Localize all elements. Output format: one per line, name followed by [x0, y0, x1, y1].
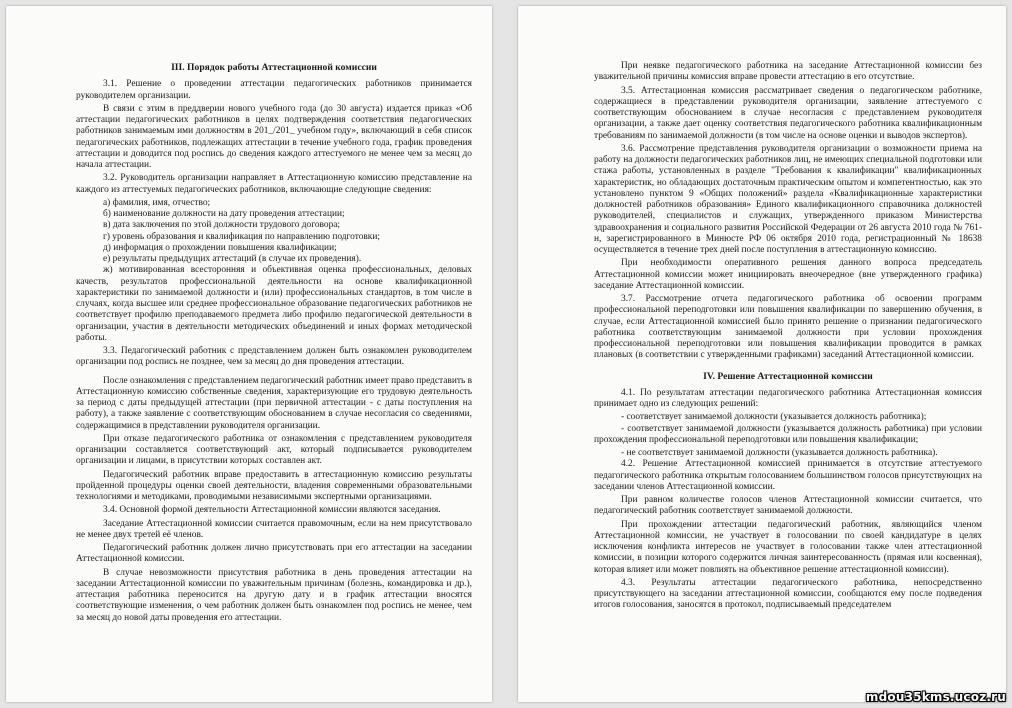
- section-heading-iii: III. Порядок работы Аттестационной комиссии: [171, 62, 377, 73]
- list-item-zh: ж) мотивированная всесторонняя и объективная оценка профессиональных, деловых качеств, результатов профессиональной деятельности на основе квалификационной характеристики по занимаемой должности и (или) профессиональных стандартов, в том числе в случаях, когда высшее или среднее профессиональное образование педагогических работников не соответствует профилю преподаваемого предмета либо профилю педагогической деятельности в организации, участия в деятельности методических объединений и иных формах методической работы.: [76, 265, 472, 343]
- paragraph-equal-votes: При равном количестве голосов членов Аттестационной комиссии считается, что педагогический работник соответствует занимаемой должности.: [594, 495, 982, 517]
- right-page-content: [594, 61, 982, 614]
- paragraph-extraordinary-meeting: При необходимости оперативного решения данного вопроса председатель Аттестационной комиссии может инициировать внеочередное (вне утвержденного графика) заседание Аттестационной комиссии.: [594, 258, 982, 291]
- paragraph-member-conflict: При прохождении аттестации педагогический работник, являющийся членом Аттестационной комиссии, не участвует в голосовании по своей кандидатуре в целях исключения конфликта интересов не участвует в голосовании также член аттестационной комиссии, в позиции которого содержится личная заинтересованность (прямая или косвенная), которая влияет или может повлиять на объективное решение аттестационной комиссии).: [594, 519, 982, 575]
- section-heading-iv: IV. Решение Аттестационной комиссии: [703, 370, 873, 382]
- list-item-b: б) наименование должности на дату проведения аттестации;: [103, 209, 345, 219]
- list-item-e: е) результаты предыдущих аттестаций (в случае их проведения).: [103, 254, 362, 264]
- paragraph-attendance: Педагогический работник должен лично присутствовать при его аттестации на заседании Аттестационной комиссии.: [76, 543, 472, 565]
- list-item-g: г) уровень образования и квалификация по направлению подготовки;: [103, 231, 380, 242]
- paragraph-results-submission: Педагогический работник вправе предоставить в аттестационную комиссию результаты пройденной процедуры оценки своей деятельности, владения современными образовательными технологиями и методиками, проводимыми независимыми экспертными организациями.: [76, 469, 472, 502]
- decision-option-1: - соответствует занимаемой должности (указывается должность работника);: [621, 412, 927, 423]
- paragraph-postponement: В случае невозможности присутствия работника в день проведения аттестации на заседании Аттестационной комиссии по уважительным причинам (болезнь, командировка и др.), аттестация работника переносится на другую дату и в график аттестации вносятся соответствующие изменения, о чем работник должен быть ознакомлен под роспись не менее, чем за месяц до новой даты проведения его аттестации.: [76, 567, 472, 623]
- paragraph-3-5: 3.5. Аттестационная комиссия рассматривает сведения о педагогическом работнике, содержащиеся в представлении руководителя организации, заявление аттестуемого с соответствующим обоснованием в случае несогласия с представлением руководителя организации, а также дает оценку соответствия педагогического работника квалификационным требованиям по занимаемой должности (в том числе на основе оценки и выводов экспертов).: [594, 85, 982, 141]
- list-item-v: в) дата заключения по этой должности трудового договора;: [103, 220, 341, 231]
- paragraph-4-1: 4.1. По результатам аттестации педагогического работника Аттестационная комиссия принимает одно из следующих решений:: [594, 387, 982, 409]
- paragraph-3-4: 3.4. Основной формой деятельности Аттестационной комиссии являются заседания.: [103, 505, 441, 516]
- paragraph-order-notice: В связи с этим в преддверии нового учебного года (до 30 августа) издается приказ «Об аттестации педагогических работников в целях подтверждения соответствия педагогических работников занимаемым ими должностям в 201_/201_ учебном году», включающий в себя список педагогических работников, подлежащих аттестации в течение учебного года, график проведения аттестации и доводится под роспись до сведения каждого аттестуемого не менее чем за месяц до начала аттестации.: [76, 103, 472, 170]
- site-watermark: mdou35kms.ucoz.ru: [865, 690, 1006, 704]
- left-document-page: [6, 6, 492, 702]
- paragraph-4-2: 4.2. Решение Аттестационной комиссией принимается в отсутствие аттестуемого педагогического работника открытым голосованием большинством голосов присутствующих на заседании членов Аттестационной комиссии.: [594, 459, 982, 492]
- paragraph-3-3: 3.3. Педагогический работник с представлением должен быть ознакомлен руководителем организации под роспись не позднее, чем за месяц до дня проведения аттестации.: [76, 346, 472, 368]
- decision-option-2: - соответствует занимаемой должности (указывается должность работника) при условии прохождения профессиональной переподготовки или повышения квалификации;: [594, 423, 982, 445]
- paragraph-3-7: 3.7. Рассмотрение отчета педагогического работника об освоении программ профессиональной переподготовки или повышения квалификации по завершению обучения, в случае, если Аттестационной комиссией было принято решение о признании педагогического работника соответствующим занимаемой должности при условии прохождения профессиональной переподготовки или повышения квалификации проводится в рамках плановых (в соответствии с утвержденными графиками) заседаний Аттестационной комиссии.: [594, 294, 982, 361]
- paragraph-3-1: 3.1. Решение о проведении аттестации педагогических работников принимается руководителем организации.: [76, 79, 472, 101]
- paragraph-after-familiarization: После ознакомления с представлением педагогический работник имеет право представить в Аттестационную комиссию собственные сведения, характеризующие его трудовую деятельность за период с даты предыдущей аттестации (при первичной аттестации - с даты поступления на работу), а также заявление с соответствующим обоснованием в случае несогласия со сведениями, содержащимися в представлении руководителя организации.: [76, 375, 472, 431]
- paragraph-4-3: 4.3. Результаты аттестации педагогического работника, непосредственно присутствующего на заседании аттестационной комиссии, сообщаются ему после подведения итогов голосования, заносятся в протокол, подписываемый председателем: [594, 577, 982, 611]
- paragraph-3-6: 3.6. Рассмотрение представления руководителя организации о возможности приема на работу на должности педагогических работников лиц, не имеющих специальной подготовки или стажа работы, установленных в разделе "Требования к квалификации" квалификационных характеристик, но обладающих достаточным практическим опытом и компетентностью, как это установлено пунктом 9 «Общих положений» раздела «Квалификационные характеристики должностей работников образования» Единого квалификационного справочника должностей руководителей, специалистов и служащих, утвержденного приказом Министерства здравоохранения и социального развития Российской Федерации от 26 августа 2010 года № 761-н, зарегистрированного в Минюсте РФ 06 октября 2010 года, регистрационный № 18638 осуществляется в течение трех дней после поступления в аттестационную комиссию.: [594, 143, 982, 255]
- list-item-d: д) информация о прохождении повышения квалификации;: [103, 242, 337, 253]
- paragraph-absence: При неявке педагогического работника на заседание Аттестационной комиссии без уважительной причины комиссия вправе провести аттестацию в его отсутствие.: [594, 61, 982, 83]
- right-document-page: [518, 6, 1006, 702]
- paragraph-refusal: При отказе педагогического работника от ознакомления с представлением руководителя организации составляется соответствующий акт, который подписывается руководителем организации и лицами, в присутствии которых составлен акт.: [76, 433, 472, 467]
- left-page-content: [76, 62, 472, 626]
- paragraph-3-2: 3.2. Руководитель организации направляет в Аттестационную комиссию представление на каждого из аттестуемых педагогических работников, включающие следующие сведения:: [76, 173, 472, 195]
- decision-option-3: - не соответствует занимаемой должности (указывается должность работника).: [621, 448, 938, 458]
- list-item-a: а) фамилия, имя, отчество;: [103, 197, 211, 208]
- paragraph-quorum: Заседание Аттестационной комиссии считается правомочным, если на нем присутствовало не менее двух третей её членов.: [76, 518, 472, 540]
